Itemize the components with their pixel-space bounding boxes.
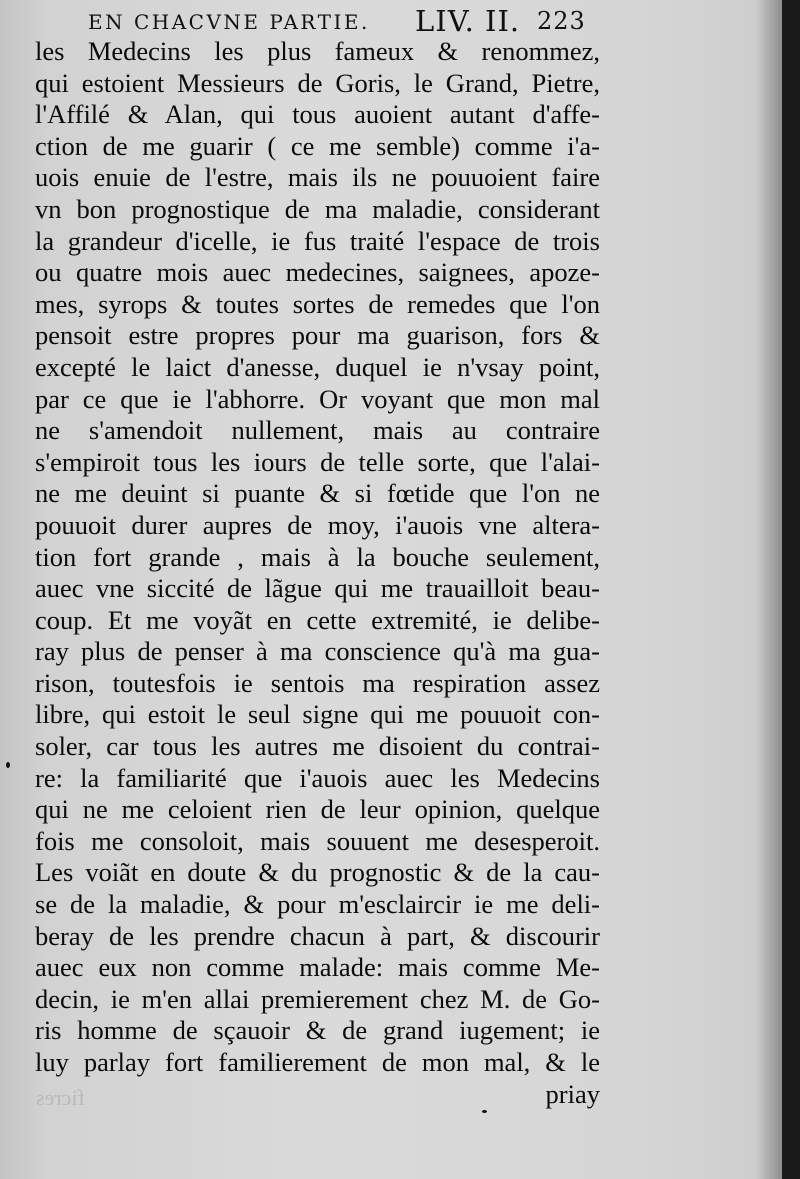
ink-speck [482,1110,487,1113]
text-line: auec vne siccité de lãgue qui me trauailloit beau- [35,573,600,604]
text-line: vn bon prognostique de ma maladie, considerant [35,193,600,224]
text-line: ou quatre mois auec medecines, saignees, apoze- [35,257,600,288]
text-line: ne me deuint si puante & si fœtide que l'on ne [35,478,600,509]
text-line: l'Affilé & Alan, qui tous auoient autant d'affe- [35,99,600,130]
text-line: decin, ie m'en allai premierement chez M. de Go- [35,983,600,1014]
text-line: par ce que ie l'abhorre. Or voyant que mon mal [35,383,600,414]
text-line: ne s'amendoit nullement, mais au contraire [35,415,600,446]
text-line: pouuoit durer aupres de moy, i'auois vne altera- [35,509,600,540]
text-line: fois me consoloit, mais souuent me desesperoit. [35,825,600,856]
text-line: rison, toutesfois ie sentois ma respiration assez [35,667,600,698]
text-line: uois enuie de l'estre, mais ils ne pouuoient faire [35,162,600,193]
text-line: libre, qui estoit le seul signe qui me pouuoit con- [35,699,600,730]
text-line: la grandeur d'icelle, ie fus traité l'espace de trois [35,225,600,256]
page-edge-shadow [756,0,782,1179]
text-line: qui estoient Messieurs de Goris, le Grand, Pietre, [35,67,600,98]
text-line: re: la familiarité que i'auois auec les Medecins [35,762,600,793]
page-number: 223 [537,7,586,35]
body-text [35,36,600,1110]
text-line: ris homme de sçauoir & de grand iugement; ie [35,1015,600,1046]
text-line: coup. Et me voyãt en cette extremité, ie delibe- [35,604,600,635]
text-line: beray de les prendre chacun à part, & discourir [35,920,600,951]
text-line: mes, syrops & toutes sortes de remedes que l'on [35,288,600,319]
text-line: qui ne me celoient rien de leur opinion, quelque [35,794,600,825]
text-line: tion fort grande , mais à la bouche seulement, [35,541,600,572]
running-title: EN CHACVNE PARTIE. [88,10,370,34]
catchword: priay [545,1078,600,1109]
text-line: soler, car tous les autres me disoient du contrai- [35,731,600,762]
ink-speck [6,762,10,768]
text-line: auec eux non comme malade: mais comme Me- [35,952,600,983]
show-through-text: ficres [36,1085,85,1110]
text-line: Les voiãt en doute & du prognostic & de la cau- [35,857,600,888]
text-line: s'empiroit tous les iours de telle sorte, que l'alai- [35,446,600,477]
text-line: ction de me guarir ( ce me semble) comme i'a- [35,130,600,161]
book-number: LIV. II. [415,4,521,38]
text-line: se de la maladie, & pour m'esclaircir ie me deli- [35,889,600,920]
text-line: excepté le laict d'anesse, duquel ie n'vsay point, [35,351,600,382]
running-head [30,4,610,38]
text-line: luy parlay fort familierement de mon mal, & le [35,1047,600,1077]
text-line: pensoit estre propres pour ma guarison, fors & [35,320,600,351]
text-line: les Medecins les plus fameux & renommez, [35,36,600,66]
text-line: ray plus de penser à ma conscience qu'à ma gua- [35,636,600,667]
